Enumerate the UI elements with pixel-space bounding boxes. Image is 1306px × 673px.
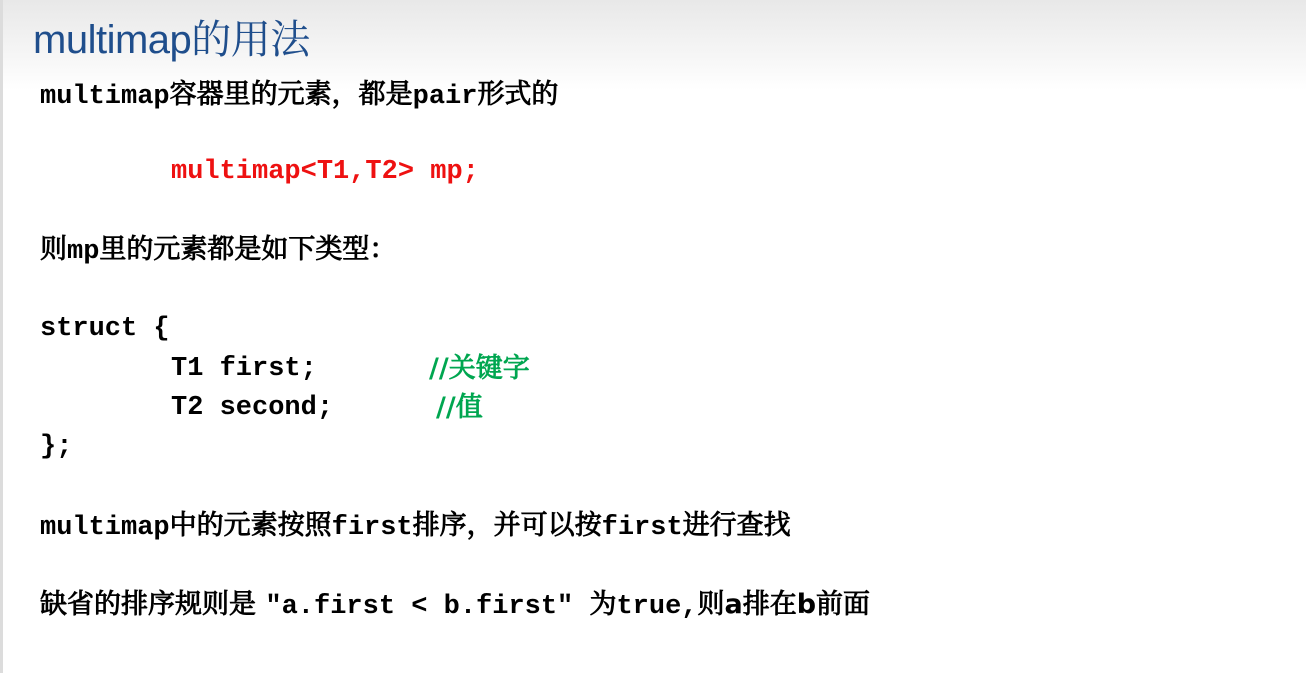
code-comment-value: //值 bbox=[436, 392, 483, 423]
text-segment: 缺省的排序规则是 bbox=[40, 589, 266, 620]
text-line-sorting bbox=[40, 509, 791, 545]
code-field-first: T1 first; bbox=[171, 354, 317, 384]
keyword-pair: pair bbox=[412, 82, 478, 112]
keyword-first: first bbox=[601, 513, 683, 543]
text-segment: 中的元素按照 bbox=[169, 510, 332, 541]
code-struct-close: }; bbox=[40, 432, 73, 462]
keyword-multimap: multimap bbox=[40, 513, 170, 543]
code-declaration: multimap<T1,T2> mp; bbox=[171, 157, 479, 187]
text-segment: 里的元素都是如下类型： bbox=[99, 234, 397, 265]
code-comparison: "a.first < b.first" bbox=[265, 592, 590, 622]
text-segment: 则 bbox=[40, 234, 67, 265]
text-line-default-rule bbox=[40, 588, 870, 624]
code-field-second: T2 second; bbox=[171, 393, 334, 423]
text-line-pair-description bbox=[40, 78, 558, 114]
text-segment: 为 bbox=[589, 589, 617, 620]
keyword-true: true, bbox=[616, 592, 698, 622]
text-segment: 则a排在b前面 bbox=[697, 589, 871, 620]
keyword-multimap: multimap bbox=[40, 82, 170, 112]
text-segment: 容器里的元素，都是 bbox=[169, 79, 413, 110]
text-segment: 排序，并可以按 bbox=[412, 510, 602, 541]
keyword-mp: mp bbox=[67, 237, 100, 267]
text-segment: 进行查找 bbox=[682, 510, 791, 541]
code-struct-open: struct { bbox=[40, 314, 170, 344]
text-segment: 形式的 bbox=[477, 79, 559, 110]
keyword-first: first bbox=[331, 513, 413, 543]
code-comment-key: //关键字 bbox=[429, 353, 530, 384]
text-line-element-type bbox=[40, 233, 396, 269]
page-title: multimap的用法 bbox=[33, 18, 310, 62]
slide-left-edge bbox=[0, 0, 3, 673]
